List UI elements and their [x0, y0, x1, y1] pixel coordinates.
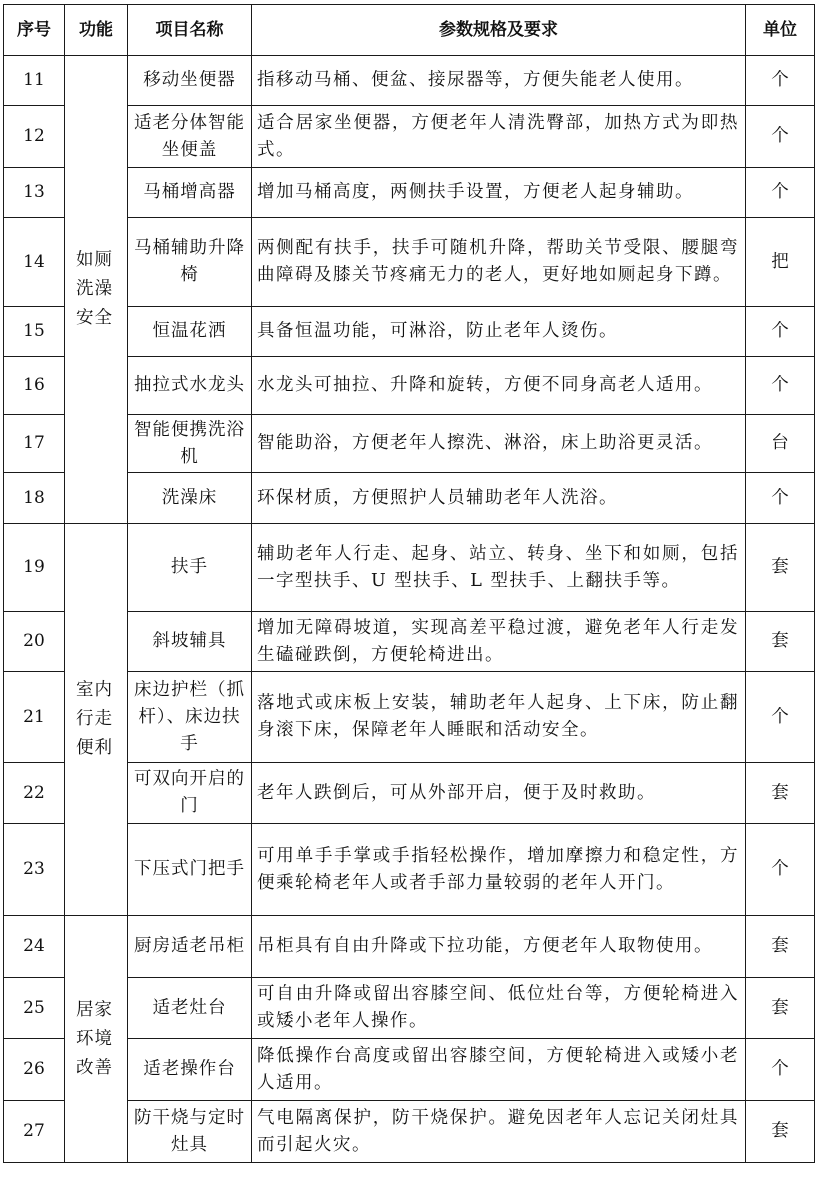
function-category: [65, 916, 128, 1163]
item-name: 适老操作台: [128, 1039, 252, 1101]
row-seq: 22: [4, 763, 65, 824]
item-unit: 套: [746, 524, 815, 612]
item-name: 斜坡辅具: [128, 612, 252, 672]
row-seq: 15: [4, 307, 65, 357]
header-item: 项目名称: [128, 5, 252, 56]
item-name: 恒温花洒: [128, 307, 252, 357]
item-name: 移动坐便器: [128, 56, 252, 106]
item-unit: 个: [746, 357, 815, 415]
item-unit: 个: [746, 473, 815, 524]
table-row: [4, 524, 815, 612]
item-unit: 个: [746, 168, 815, 218]
item-spec: 吊柜具有自由升降或下拉功能，方便老年人取物使用。: [252, 916, 746, 978]
row-seq: 13: [4, 168, 65, 218]
item-spec: 落地式或床板上安装，辅助老年人起身、上下床，防止翻身滚下床，保障老年人睡眠和活动安全。: [252, 672, 746, 763]
function-label: 室内行走便利: [76, 680, 113, 758]
header-seq: 序号: [4, 5, 65, 56]
row-seq: 18: [4, 473, 65, 524]
item-name: 适老分体智能坐便盖: [128, 106, 252, 168]
item-spec: 可自由升降或留出容膝空间、低位灶台等，方便轮椅进入或矮小老年人操作。: [252, 978, 746, 1039]
item-unit: 个: [746, 56, 815, 106]
item-name: 洗澡床: [128, 473, 252, 524]
table-row: [4, 56, 815, 106]
table-body: [4, 56, 815, 1163]
item-spec: 辅助老年人行走、起身、站立、转身、坐下和如厕，包括一字型扶手、U 型扶手、L 型扶手、上翻扶手等。: [252, 524, 746, 612]
item-name: 可双向开启的门: [128, 763, 252, 824]
item-name: 抽拉式水龙头: [128, 357, 252, 415]
item-spec: 两侧配有扶手，扶手可随机升降，帮助关节受限、腰腿弯曲障碍及膝关节疼痛无力的老人，更好地如厕起身下蹲。: [252, 218, 746, 307]
row-seq: 21: [4, 672, 65, 763]
item-spec: 环保材质，方便照护人员辅助老年人洗浴。: [252, 473, 746, 524]
item-spec: 适合居家坐便器，方便老年人清洗臀部，加热方式为即热式。: [252, 106, 746, 168]
item-unit: 个: [746, 106, 815, 168]
item-name: 马桶增高器: [128, 168, 252, 218]
item-name: 厨房适老吊柜: [128, 916, 252, 978]
item-name: 马桶辅助升降椅: [128, 218, 252, 307]
row-seq: 20: [4, 612, 65, 672]
item-spec: 老年人跌倒后，可从外部开启，便于及时救助。: [252, 763, 746, 824]
row-seq: 24: [4, 916, 65, 978]
item-name: 扶手: [128, 524, 252, 612]
table-row: [4, 916, 815, 978]
item-unit: 个: [746, 824, 815, 916]
item-name: 适老灶台: [128, 978, 252, 1039]
item-name: 下压式门把手: [128, 824, 252, 916]
item-unit: 套: [746, 916, 815, 978]
item-name: 防干烧与定时灶具: [128, 1101, 252, 1163]
item-name: 床边护栏（抓杆）、床边扶手: [128, 672, 252, 763]
item-spec: 增加无障碍坡道，实现高差平稳过渡，避免老年人行走发生磕碰跌倒，方便轮椅进出。: [252, 612, 746, 672]
item-spec: 具备恒温功能，可淋浴，防止老年人烫伤。: [252, 307, 746, 357]
function-label: 如厕洗澡安全: [76, 250, 113, 328]
row-seq: 27: [4, 1101, 65, 1163]
function-category: [65, 56, 128, 524]
row-seq: 14: [4, 218, 65, 307]
table-header-row: [4, 5, 815, 56]
row-seq: 16: [4, 357, 65, 415]
item-unit: 套: [746, 978, 815, 1039]
row-seq: 11: [4, 56, 65, 106]
item-spec: 智能助浴，方便老年人擦洗、淋浴，床上助浴更灵活。: [252, 415, 746, 473]
row-seq: 12: [4, 106, 65, 168]
function-label: 居家环境改善: [76, 999, 113, 1078]
header-function: 功能: [65, 5, 128, 56]
row-seq: 23: [4, 824, 65, 916]
item-unit: 台: [746, 415, 815, 473]
row-seq: 26: [4, 1039, 65, 1101]
function-category: [65, 524, 128, 916]
item-unit: 套: [746, 612, 815, 672]
item-unit: 个: [746, 672, 815, 763]
equipment-table: [3, 4, 815, 1163]
item-unit: 套: [746, 1101, 815, 1163]
item-spec: 气电隔离保护，防干烧保护。避免因老年人忘记关闭灶具而引起火灾。: [252, 1101, 746, 1163]
item-spec: 增加马桶高度，两侧扶手设置，方便老人起身辅助。: [252, 168, 746, 218]
item-name: 智能便携洗浴机: [128, 415, 252, 473]
item-unit: 个: [746, 1039, 815, 1101]
row-seq: 19: [4, 524, 65, 612]
row-seq: 17: [4, 415, 65, 473]
item-unit: 套: [746, 763, 815, 824]
item-spec: 可用单手手掌或手指轻松操作，增加摩擦力和稳定性，方便乘轮椅老年人或者手部力量较弱的老年人开门。: [252, 824, 746, 916]
item-spec: 指移动马桶、便盆、接尿器等，方便失能老人使用。: [252, 56, 746, 106]
header-unit: 单位: [746, 5, 815, 56]
item-spec: 降低操作台高度或留出容膝空间，方便轮椅进入或矮小老人适用。: [252, 1039, 746, 1101]
header-spec: 参数规格及要求: [252, 5, 746, 56]
row-seq: 25: [4, 978, 65, 1039]
item-spec: 水龙头可抽拉、升降和旋转，方便不同身高老人适用。: [252, 357, 746, 415]
item-unit: 个: [746, 307, 815, 357]
item-unit: 把: [746, 218, 815, 307]
